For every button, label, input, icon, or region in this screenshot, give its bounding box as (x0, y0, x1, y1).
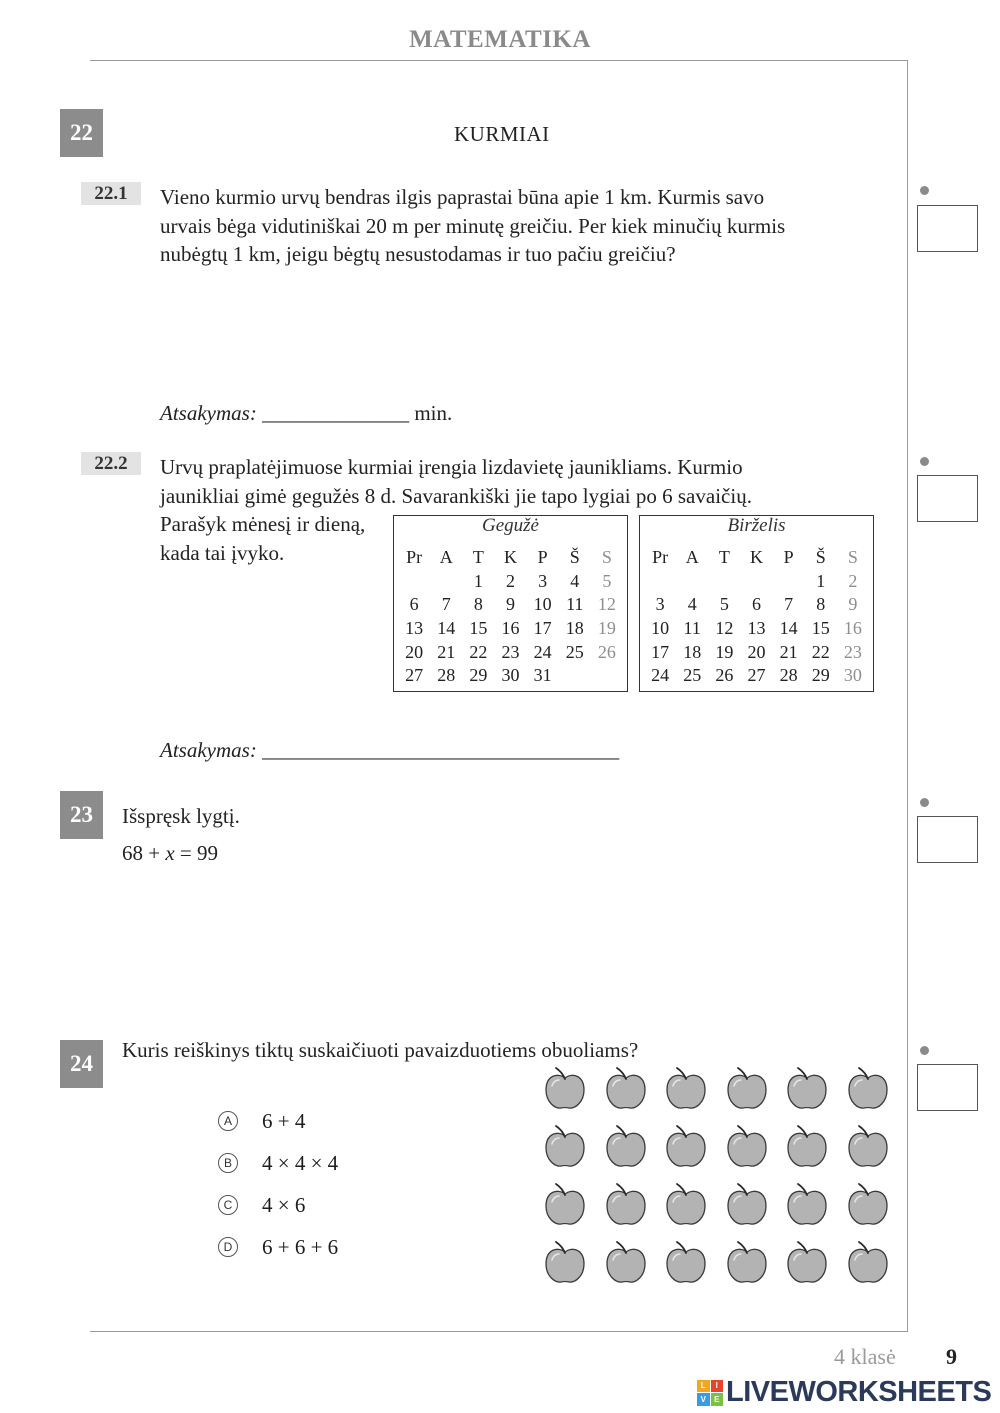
calendar-day: 7 (784, 594, 794, 615)
score-box-22-1[interactable] (917, 205, 978, 252)
score-dot (920, 1046, 929, 1055)
calendar-weekday: Š (815, 547, 826, 567)
apple-icon (727, 1240, 767, 1284)
answer-unit: min. (414, 401, 453, 425)
equation-variable: x (165, 841, 175, 865)
option-letter-circle[interactable]: D (218, 1237, 238, 1257)
answer-22-2 (160, 738, 619, 763)
question-22-title: KURMIAI (454, 122, 550, 146)
score-box-23[interactable] (917, 816, 978, 863)
calendar-day: 6 (751, 594, 761, 615)
text-line: Parašyk mėnesį ir dieną, (160, 512, 366, 536)
question-24-options (218, 1100, 338, 1268)
calendar-day: 20 (405, 641, 424, 662)
calendar-day: 6 (409, 594, 419, 615)
calendar-day: 15 (811, 618, 830, 639)
question-24-prompt: Kuris reiškinys tiktų suskaičiuoti pavaizduotiems obuoliams? (122, 1038, 639, 1062)
subquestion-22-1-number: 22.1 (81, 182, 141, 205)
question-23-equation (122, 839, 218, 868)
calendar-day: 19 (597, 618, 616, 639)
calendar-day: 9 (848, 594, 858, 615)
calendar-day: 17 (533, 618, 552, 639)
text-line: urvais bėga vidutiniškai 20 m per minutę greičiu. Per kiek minučių kurmis (160, 213, 786, 238)
question-24-number: 24 (60, 1040, 103, 1088)
text-line: Urvų praplatėjimuose kurmiai įrengia lizdavietę jaunikliams. Kurmio (160, 455, 743, 479)
calendar-weekday: Pr (406, 547, 423, 567)
score-box-22-2[interactable] (917, 475, 978, 522)
calendar-day: 14 (437, 618, 456, 639)
calendar-weekday: P (783, 547, 794, 567)
calendar-day (644, 570, 676, 594)
question-23-number: 23 (60, 791, 103, 839)
score-box-24[interactable] (917, 1064, 978, 1111)
calendar-day: 24 (533, 641, 552, 662)
calendar-day: 5 (719, 594, 729, 615)
apple-icon (545, 1124, 585, 1168)
calendar-day: 16 (501, 618, 520, 639)
calendar-day: 27 (405, 665, 424, 686)
calendar-day: 2 (505, 570, 515, 591)
frame-right-rule (907, 60, 908, 1332)
equation-left: 68 + (122, 841, 166, 865)
apple-icon (848, 1240, 888, 1284)
frame-bottom-rule (90, 1331, 907, 1332)
calendar-weekday: Pr (652, 547, 669, 567)
apple-icon (606, 1240, 646, 1284)
calendar-day: 22 (469, 641, 488, 662)
subquestion-22-2-number: 22.2 (81, 452, 141, 475)
calendar-day: 10 (533, 594, 552, 615)
question-23-prompt: Išspręsk lygtį. (122, 804, 240, 828)
subquestion-22-2-instruction (160, 510, 395, 567)
calendar-weekday: A (685, 547, 699, 567)
calendar-day: 4 (687, 594, 697, 615)
text-line: Vieno kurmio urvų bendras ilgis paprastai būna apie 1 km. Kurmis savo (160, 185, 765, 209)
calendar-day: 28 (437, 665, 456, 686)
option-text: 4 × 4 × 4 (262, 1150, 339, 1175)
calendar-day: 26 (597, 641, 616, 662)
calendar-day: 24 (651, 665, 670, 686)
calendar-day: 29 (811, 665, 830, 686)
option-letter-circle[interactable]: C (218, 1195, 238, 1215)
apple-grid (545, 1066, 890, 1286)
apple-icon (787, 1124, 827, 1168)
apple-icon (545, 1240, 585, 1284)
answer-22-2-blank[interactable]: __________________________________ (262, 738, 620, 762)
calendar-day: 22 (811, 641, 830, 662)
calendar-day: 20 (747, 641, 766, 662)
calendar-day: 3 (655, 594, 665, 615)
apple-icon (848, 1182, 888, 1226)
answer-label: Atsakymas: (160, 401, 257, 425)
calendar-may (393, 515, 628, 692)
answer-label: Atsakymas: (160, 738, 257, 762)
apple-icon (727, 1182, 767, 1226)
brand-logo-icon: L I V E (697, 1380, 723, 1406)
calendar-day: 18 (565, 618, 584, 639)
calendar-day: 8 (473, 594, 483, 615)
calendar-day: 8 (816, 594, 826, 615)
calendar-day: 10 (651, 618, 670, 639)
calendar-day: 11 (566, 594, 584, 615)
calendar-weekday: S (601, 547, 612, 567)
calendar-day: 18 (683, 641, 702, 662)
calendar-day: 13 (405, 618, 424, 639)
calendar-day: 25 (683, 665, 702, 686)
calendar-weekday: A (439, 547, 453, 567)
subquestion-22-1-text (160, 183, 900, 269)
calendar-day: 26 (715, 665, 734, 686)
frame-top-rule (90, 60, 907, 61)
calendar-day: 23 (843, 641, 862, 662)
calendar-day: 4 (570, 570, 580, 591)
question-22-number: 22 (60, 109, 103, 157)
subquestion-22-2-text (160, 453, 900, 510)
apple-icon (666, 1124, 706, 1168)
calendar-day: 21 (437, 641, 456, 662)
calendar-day: 28 (779, 665, 798, 686)
calendar-day: 5 (602, 570, 612, 591)
calendar-day: 16 (843, 618, 862, 639)
calendar-day: 2 (848, 570, 858, 591)
calendar-day: 19 (715, 641, 734, 662)
calendar-day: 30 (843, 665, 862, 686)
apple-icon (787, 1182, 827, 1226)
footer-grade: 4 klasė (834, 1344, 896, 1369)
calendar-day: 1 (816, 570, 826, 591)
calendar-weekday: K (503, 547, 517, 567)
calendar-day: 21 (779, 641, 798, 662)
apple-icon (787, 1240, 827, 1284)
calendar-day: 1 (473, 570, 483, 591)
option-text: 6 + 4 (262, 1108, 306, 1133)
brand-logo (697, 1376, 991, 1409)
calendar-day: 13 (747, 618, 766, 639)
option-letter-circle[interactable]: B (218, 1153, 238, 1173)
calendar-day (708, 570, 740, 594)
calendar-day: 31 (533, 665, 552, 686)
answer-22-1-blank[interactable]: ______________ (262, 401, 410, 425)
apple-icon (666, 1182, 706, 1226)
option-letter-circle[interactable]: A (218, 1111, 238, 1131)
apple-icon (727, 1124, 767, 1168)
calendar-june (639, 515, 874, 692)
score-dot (920, 457, 929, 466)
apple-icon (666, 1240, 706, 1284)
option-d[interactable] (218, 1226, 338, 1268)
option-text: 4 × 6 (262, 1192, 306, 1217)
text-line: jaunikliai gimė gegužės 8 d. Savarankiški jie tapo lygiai po 6 savaičių. (160, 483, 752, 508)
calendar-weekday: P (537, 547, 548, 567)
apple-icon (606, 1066, 646, 1110)
option-text: 6 + 6 + 6 (262, 1234, 339, 1259)
calendar-day: 17 (651, 641, 670, 662)
option-a[interactable] (218, 1100, 338, 1142)
apple-icon (606, 1182, 646, 1226)
calendar-day (559, 664, 591, 688)
text-line: nubėgtų 1 km, jeigu bėgtų nesustodamas ir tuo pačiu greičiu? (160, 242, 676, 266)
calendar-weekday: Š (569, 547, 580, 567)
calendar-weekday: T (472, 547, 484, 567)
calendar-weekday: T (718, 547, 730, 567)
calendar-weekday: S (847, 547, 858, 567)
calendar-day (398, 570, 430, 594)
apple-icon (848, 1124, 888, 1168)
option-c[interactable] (218, 1184, 338, 1226)
calendar-grid (640, 540, 873, 688)
calendar-day: 9 (505, 594, 515, 615)
brand-name: LIVEWORKSHEETS (726, 1376, 992, 1408)
text-line: kada tai įvyko. (160, 540, 285, 565)
calendar-month-title: Gegužė (482, 515, 539, 536)
calendar-day: 14 (779, 618, 798, 639)
apple-icon (545, 1066, 585, 1110)
calendar-day: 15 (469, 618, 488, 639)
calendar-day: 30 (501, 665, 520, 686)
page-header-title: MATEMATIKA (409, 26, 591, 53)
answer-22-1 (160, 401, 452, 426)
calendar-day (430, 570, 462, 594)
calendar-day: 27 (747, 665, 766, 686)
score-dot (920, 798, 929, 807)
calendar-day (740, 570, 772, 594)
calendar-day (676, 570, 708, 594)
apple-icon (848, 1066, 888, 1110)
calendar-day: 25 (565, 641, 584, 662)
calendar-month-title: Birželis (727, 515, 786, 536)
calendar-day: 12 (597, 594, 616, 615)
calendar-grid (394, 540, 627, 688)
calendar-weekday: K (749, 547, 763, 567)
footer-page-number: 9 (946, 1344, 957, 1369)
calendar-day: 23 (501, 641, 520, 662)
option-b[interactable] (218, 1142, 338, 1184)
calendar-day: 11 (683, 618, 701, 639)
calendar-day: 3 (538, 570, 548, 591)
equation-right: = 99 (174, 841, 219, 865)
score-dot (920, 186, 929, 195)
apple-icon (727, 1066, 767, 1110)
calendar-day (773, 570, 805, 594)
calendar-day: 7 (441, 594, 451, 615)
apple-icon (787, 1066, 827, 1110)
calendar-day: 29 (469, 665, 488, 686)
calendar-day (591, 664, 623, 688)
apple-icon (666, 1066, 706, 1110)
apple-icon (606, 1124, 646, 1168)
apple-icon (545, 1182, 585, 1226)
calendar-day: 12 (715, 618, 734, 639)
